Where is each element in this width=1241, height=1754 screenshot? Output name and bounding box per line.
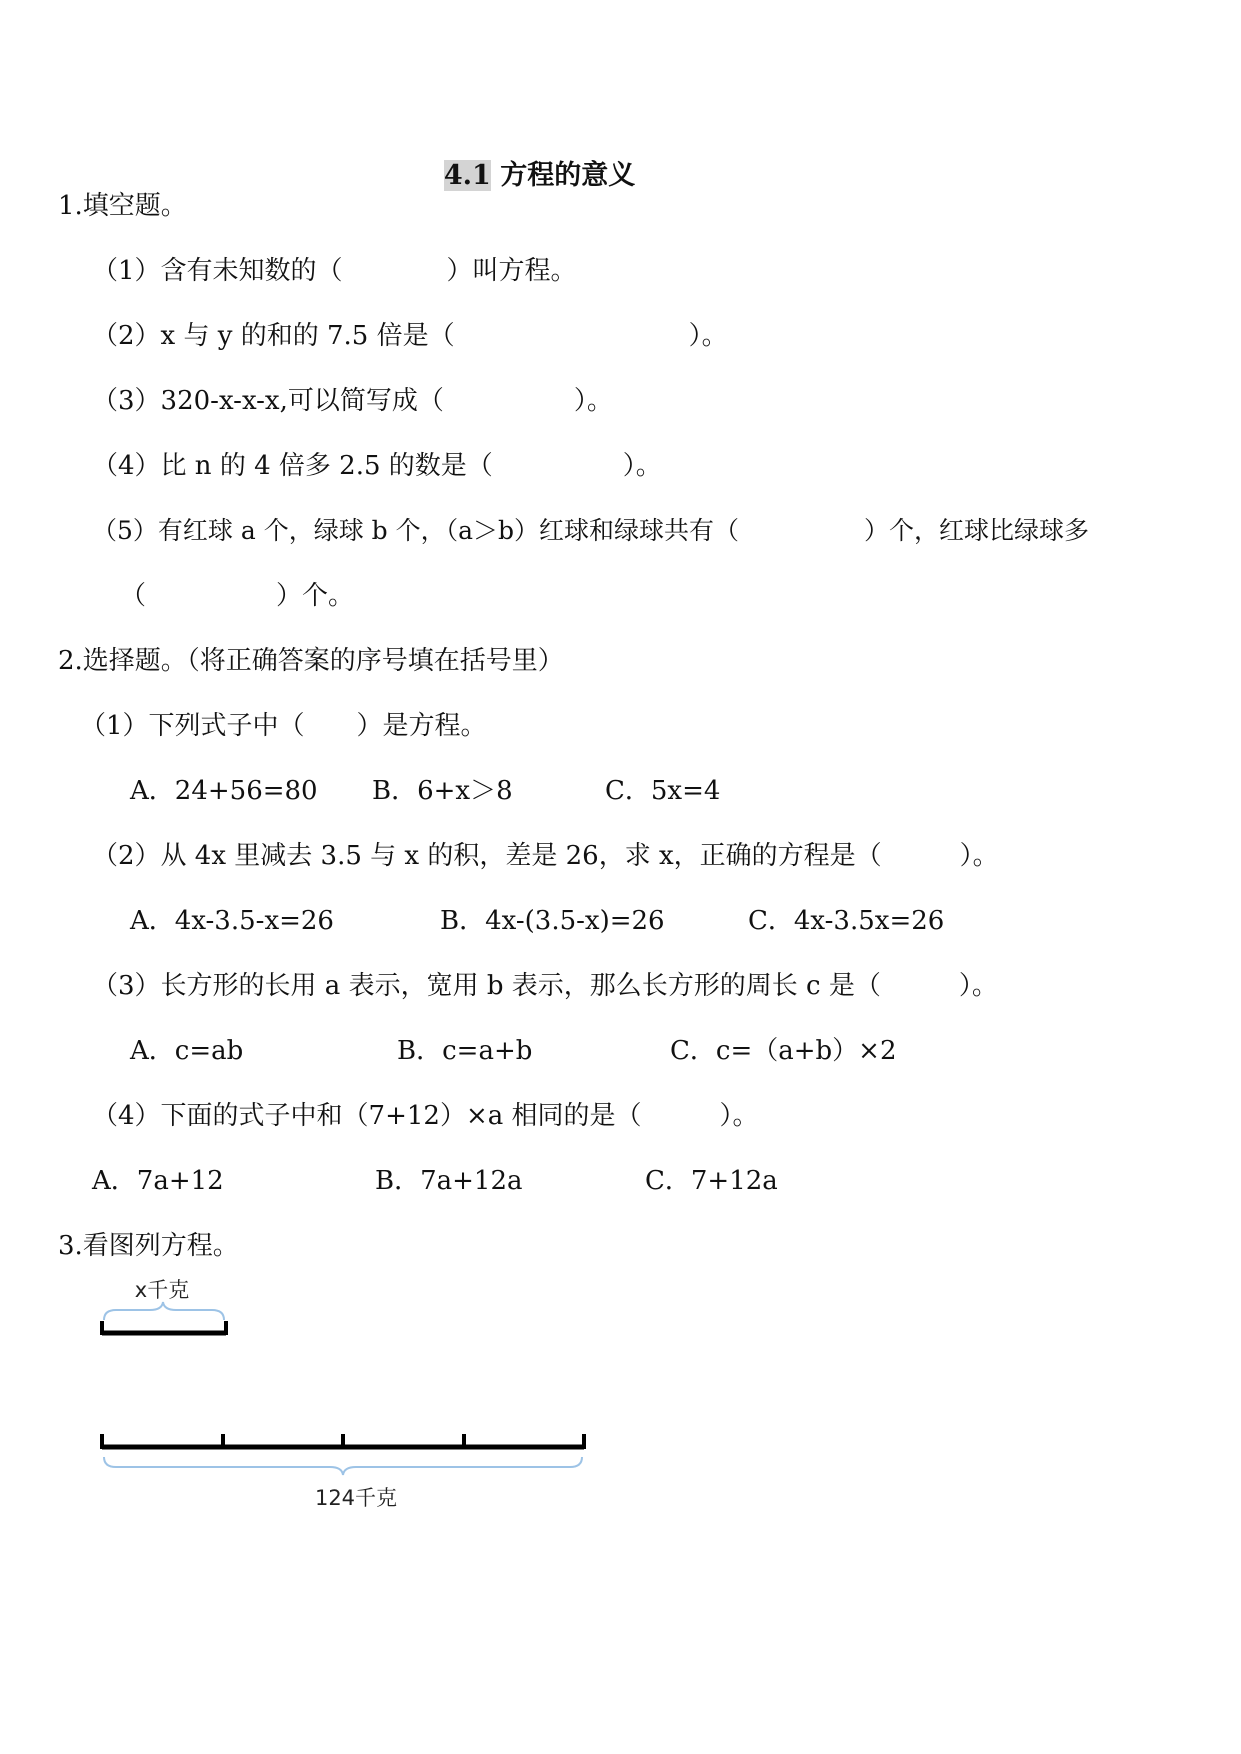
- fill-blank-item-1: （1）含有未知数的（ ）叫方程。: [92, 256, 577, 286]
- fill-blank-item-5-cont: （ ）个。: [120, 581, 355, 611]
- choice-4-option-b: B．7a+12a: [375, 1166, 523, 1196]
- title-number: 4.1: [443, 160, 491, 191]
- bottom-bar: [102, 1434, 584, 1449]
- choice-3-option-a: A．c=ab: [130, 1036, 244, 1066]
- title-text: 方程的意义: [490, 160, 636, 191]
- top-segment-label: x千克: [134, 1278, 190, 1302]
- top-bar: [102, 1321, 226, 1335]
- choice-question-3: （3）长方形的长用 a 表示，宽用 b 表示，那么长方形的周长 c 是（ ）。: [92, 971, 998, 1001]
- choice-3-option-b: B．c=a+b: [397, 1036, 533, 1066]
- choice-4-option-c: C．7+12a: [645, 1166, 778, 1196]
- choice-2-option-c: C．4x-3.5x=26: [748, 906, 945, 936]
- bottom-brace: [104, 1457, 582, 1475]
- fill-blank-item-4: （4）比 n 的 4 倍多 2.5 的数是（ ）。: [92, 451, 662, 481]
- choice-question-2: （2）从 4x 里减去 3.5 与 x 的积，差是 26，求 x，正确的方程是（ ）。: [92, 841, 999, 871]
- section1-heading: 1.填空题。: [58, 191, 187, 221]
- section3-heading: 3.看图列方程。: [58, 1231, 239, 1261]
- choice-1-option-b: B．6+x＞8: [372, 776, 513, 806]
- fill-blank-item-3: （3）320-x-x-x,可以简写成（ ）。: [92, 386, 613, 416]
- segment-diagram: [0, 1268, 620, 1518]
- choice-4-option-a: A．7a+12: [92, 1166, 224, 1196]
- top-brace: [104, 1302, 224, 1320]
- choice-1-option-c: C．5x=4: [605, 776, 721, 806]
- choice-2-option-b: B．4x-(3.5-x)=26: [440, 906, 665, 936]
- page-title: [425, 128, 635, 192]
- fill-blank-item-2: （2）x 与 y 的和的 7.5 倍是（ ）。: [92, 321, 728, 351]
- choice-2-option-a: A．4x-3.5-x=26: [130, 906, 334, 936]
- choice-question-4: （4）下面的式子中和（7+12）×a 相同的是（ ）。: [92, 1101, 759, 1131]
- section2-heading: 2.选择题。（将正确答案的序号填在括号里）: [58, 646, 564, 676]
- choice-3-option-c: C．c=（a+b）×2: [670, 1036, 897, 1066]
- choice-1-option-a: A．24+56=80: [130, 776, 318, 806]
- choice-question-1: （1）下列式子中（ ）是方程。: [80, 711, 487, 741]
- fill-blank-item-5: （5）有红球 a 个，绿球 b 个，（a＞b）红球和绿球共有（ ）个，红球比绿球多: [92, 516, 1090, 545]
- bottom-segment-label: 124千克: [314, 1486, 398, 1510]
